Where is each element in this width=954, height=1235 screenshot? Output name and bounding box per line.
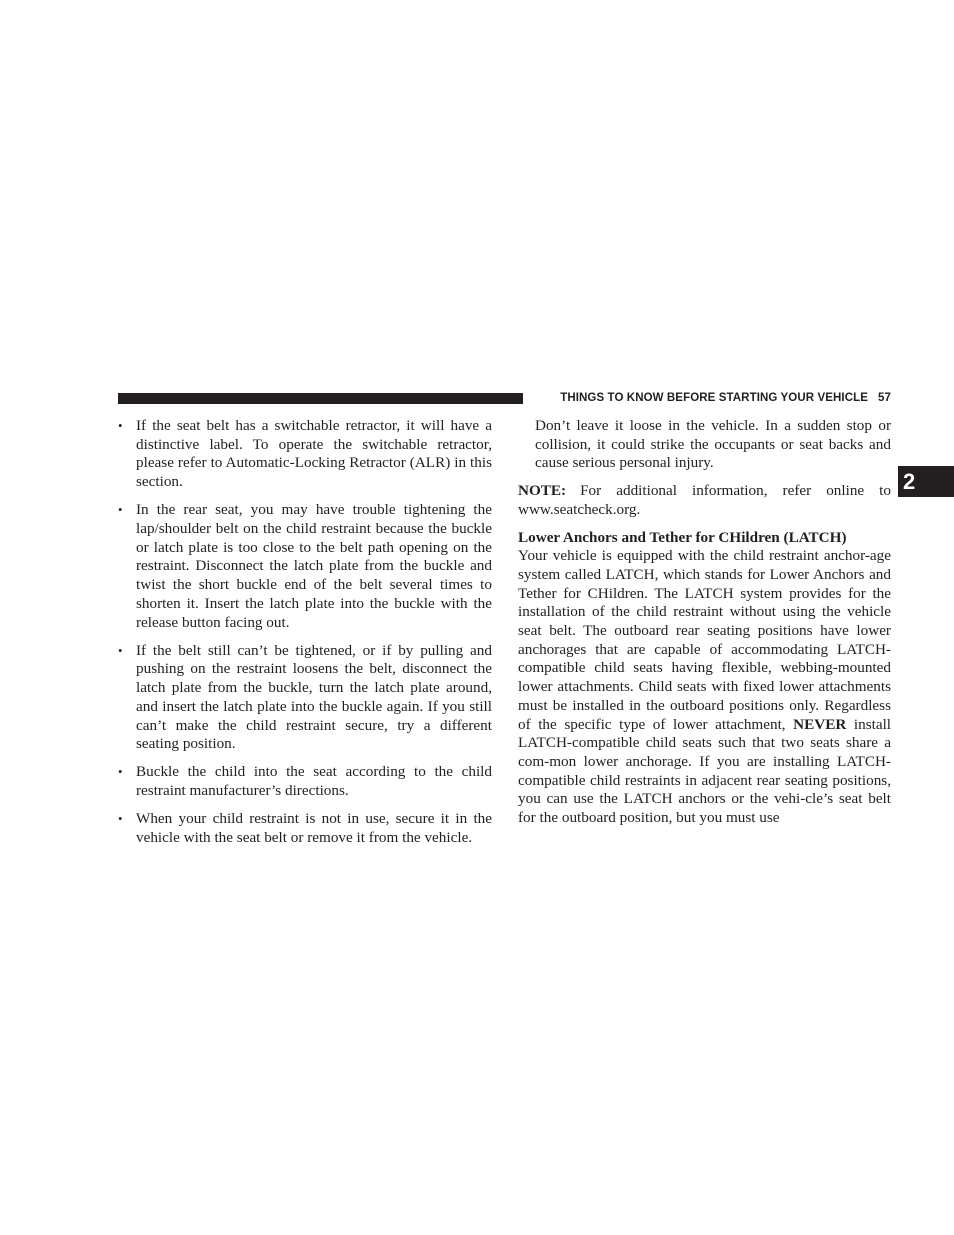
note-label: NOTE: <box>518 482 567 500</box>
header-title-text: THINGS TO KNOW BEFORE STARTING YOUR VEHICLE <box>560 392 868 404</box>
right-column <box>518 417 891 837</box>
bullet-text: If the seat belt has a switchable retractor, it will have a distinctive label. To operate the switchable retractor, please refer to Automatic-Locking Retractor (ALR) in this section. <box>136 417 492 491</box>
body-paragraph <box>518 547 891 828</box>
bullet-item <box>118 810 492 847</box>
bullet-icon: • <box>118 418 123 433</box>
bullet-icon: • <box>118 502 123 518</box>
section-heading: Lower Anchors and Tether for CHildren (LATCH) <box>518 528 847 546</box>
body-text-part2: install LATCH-compatible child seats such that two seats share a com-mon lower anchorage. If you are installing LATCH-compatible child restraints in adjacent rear seating positions, you can use the LATCH anchors or the vehi-cle’s seat belt for the outboard position, but you must use <box>518 715 892 827</box>
note-text: For additional information, refer online to www.seatcheck.org. <box>518 482 891 518</box>
bullet-item <box>118 763 492 800</box>
bullet-text: Buckle the child into the seat according to the child restraint manufacturer’s directions. <box>136 763 492 800</box>
bullet-text: When your child restraint is not in use, secure it in the vehicle with the seat belt or remove it from the vehicle. <box>136 810 492 847</box>
page-number: 57 <box>878 392 891 404</box>
bullet-text: If the belt still can’t be tightened, or if by pulling and pushing on the restraint loosens the belt, disconnect the latch plate from the buckle, turn the latch plate around, and insert the latch plate into the buckle again. If you still can’t make the child restraint secure, try a different seating position. <box>136 641 492 753</box>
body-text-part1: Your vehicle is equipped with the child restraint anchor-age system called LATCH, which stands for Lower Anchors and Tether for CHildren. The LATCH system provides for the installation of the child restraint without using the vehicle seat belt. The outboard rear seating positions have lower anchorages that are capable of accommodating LATCH-compatible child seats having flexible, webbing-mounted lower attachments. Child seats with fixed lower attachments must be installed in the outboard positions only. Regardless of the specific type of lower attachment, <box>518 547 891 733</box>
bullet-item <box>118 417 492 492</box>
running-header <box>533 390 891 406</box>
chapter-tab: 2 <box>898 466 954 497</box>
header-rule-bar <box>118 393 523 404</box>
bullet-icon: • <box>118 642 123 658</box>
never-emphasis: NEVER <box>793 715 847 733</box>
bullet-text: In the rear seat, you may have trouble tightening the lap/shoulder belt on the child restraint because the buckle or latch plate is too close to the belt path opening on the restraint. Disconnect the latch plate from the buckle and twist the short buckle end of the belt several times to shorten it. Insert the latch plate into the buckle with the release button facing out. <box>136 501 492 631</box>
bullet-icon: • <box>118 764 123 780</box>
warning-continuation: Don’t leave it loose in the vehicle. In a sudden stop or collision, it could strike the occupants or seat backs and cause serious personal injury. <box>535 417 891 472</box>
note-paragraph <box>518 482 891 519</box>
bullet-item <box>118 501 492 632</box>
bullet-item <box>118 642 492 754</box>
bullet-icon: • <box>118 811 123 827</box>
left-column <box>118 417 492 857</box>
